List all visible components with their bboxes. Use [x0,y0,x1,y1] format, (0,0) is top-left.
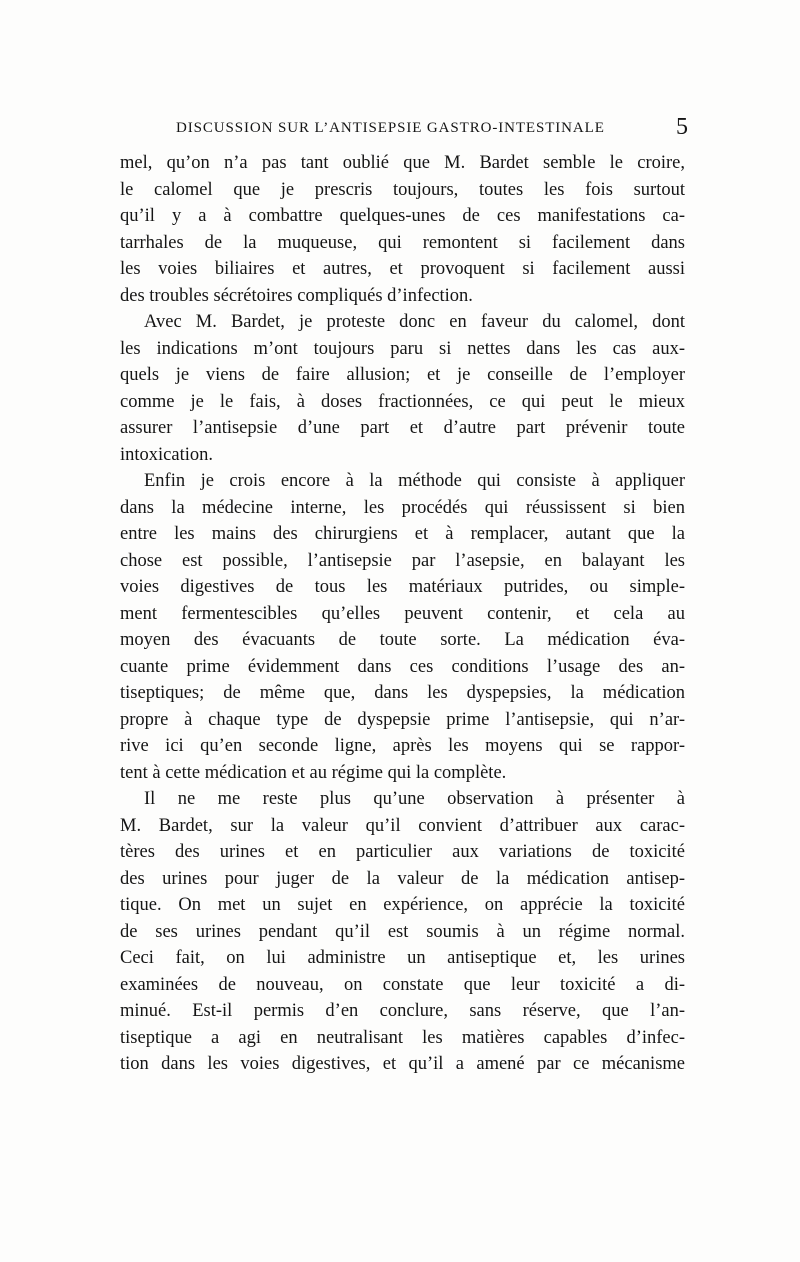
text-line: les indications m’ont toujours paru si nettes dans les cas aux- [120,338,685,359]
text-line: rive ici qu’en seconde ligne, après les moyens qui se rappor- [120,736,685,756]
text-line: dans la médecine interne, les procédés qui réussissent si bien [120,497,685,518]
body-text [120,150,685,1078]
text-line: des troubles sécrétoires compliqués d’infection. [120,285,473,306]
text-line: tique. On met un sujet en expérience, on apprécie la toxicité [120,895,685,915]
text-line: cuante prime évidemment dans ces conditions l’usage des an- [120,656,685,677]
paragraph-3 [120,468,685,786]
text-line: mel, qu’on n’a pas tant oublié que M. Bardet semble le croire, [120,153,685,173]
text-line: Ceci fait, on lui administre un antiseptique et, les urines [120,948,685,968]
text-line: ment fermentescibles qu’elles peuvent contenir, et cela au [120,603,685,624]
text-line: tent à cette médication et au régime qui la complète. [120,762,507,783]
text-line: de ses urines pendant qu’il est soumis à un régime normal. [120,921,685,942]
text-line: tiseptiques; de même que, dans les dyspepsies, la médication [120,683,685,703]
text-line: Enfin je crois encore à la méthode qui consiste à appliquer [144,471,685,491]
text-line: les voies biliaires et autres, et provoquent si facilement aussi [120,259,685,279]
text-line: qu’il y a à combattre quelques-unes de ces manifestations ca- [120,206,685,226]
text-line: tères des urines et en particulier aux variations de toxicité [120,842,685,862]
text-line: propre à chaque type de dyspepsie prime l’antisepsie, qui n’ar- [120,709,685,730]
text-line: Il ne me reste plus qu’une observation à présenter à [144,789,685,809]
text-line: entre les mains des chirurgiens et à remplacer, autant que la [120,524,685,544]
text-line: des urines pour juger de la valeur de la médication antisep- [120,868,685,889]
paragraph-4 [120,786,685,1078]
text-line: le calomel que je prescris toujours, toutes les fois surtout [120,179,685,200]
text-line: tiseptique a agi en neutralisant les matières capables d’infec- [120,1027,685,1048]
page-number: 5 [676,114,688,140]
text-line: intoxication. [120,444,213,465]
text-line: assurer l’antisepsie d’une part et d’autre part prévenir toute [120,418,685,438]
paragraph-1 [120,150,685,309]
text-line: Avec M. Bardet, je proteste donc en faveur du calomel, dont [144,312,685,332]
text-line: examinées de nouveau, on constate que leur toxicité a di- [120,974,685,995]
text-line: minué. Est-il permis d’en conclure, sans réserve, que l’an- [120,1001,685,1021]
running-head: DISCUSSION SUR L’ANTISEPSIE GASTRO-INTESTINALE [176,120,605,136]
text-line: comme je le fais, à doses fractionnées, ce qui peut le mieux [120,391,685,412]
text-line: moyen des évacuants de toute sorte. La médication éva- [120,630,685,650]
page-header [176,116,688,144]
text-line: M. Bardet, sur la valeur qu’il convient d’attribuer aux carac- [120,815,685,836]
text-line: chose est possible, l’antisepsie par l’asepsie, en balayant les [120,550,685,571]
paragraph-2 [120,309,685,468]
text-line: quels je viens de faire allusion; et je conseille de l’employer [120,365,685,385]
text-line: tion dans les voies digestives, et qu’il a amené par ce mécanisme [120,1054,685,1074]
text-line: tarrhales de la muqueuse, qui remontent si facilement dans [120,232,685,253]
text-line: voies digestives de tous les matériaux putrides, ou simple- [120,577,685,597]
